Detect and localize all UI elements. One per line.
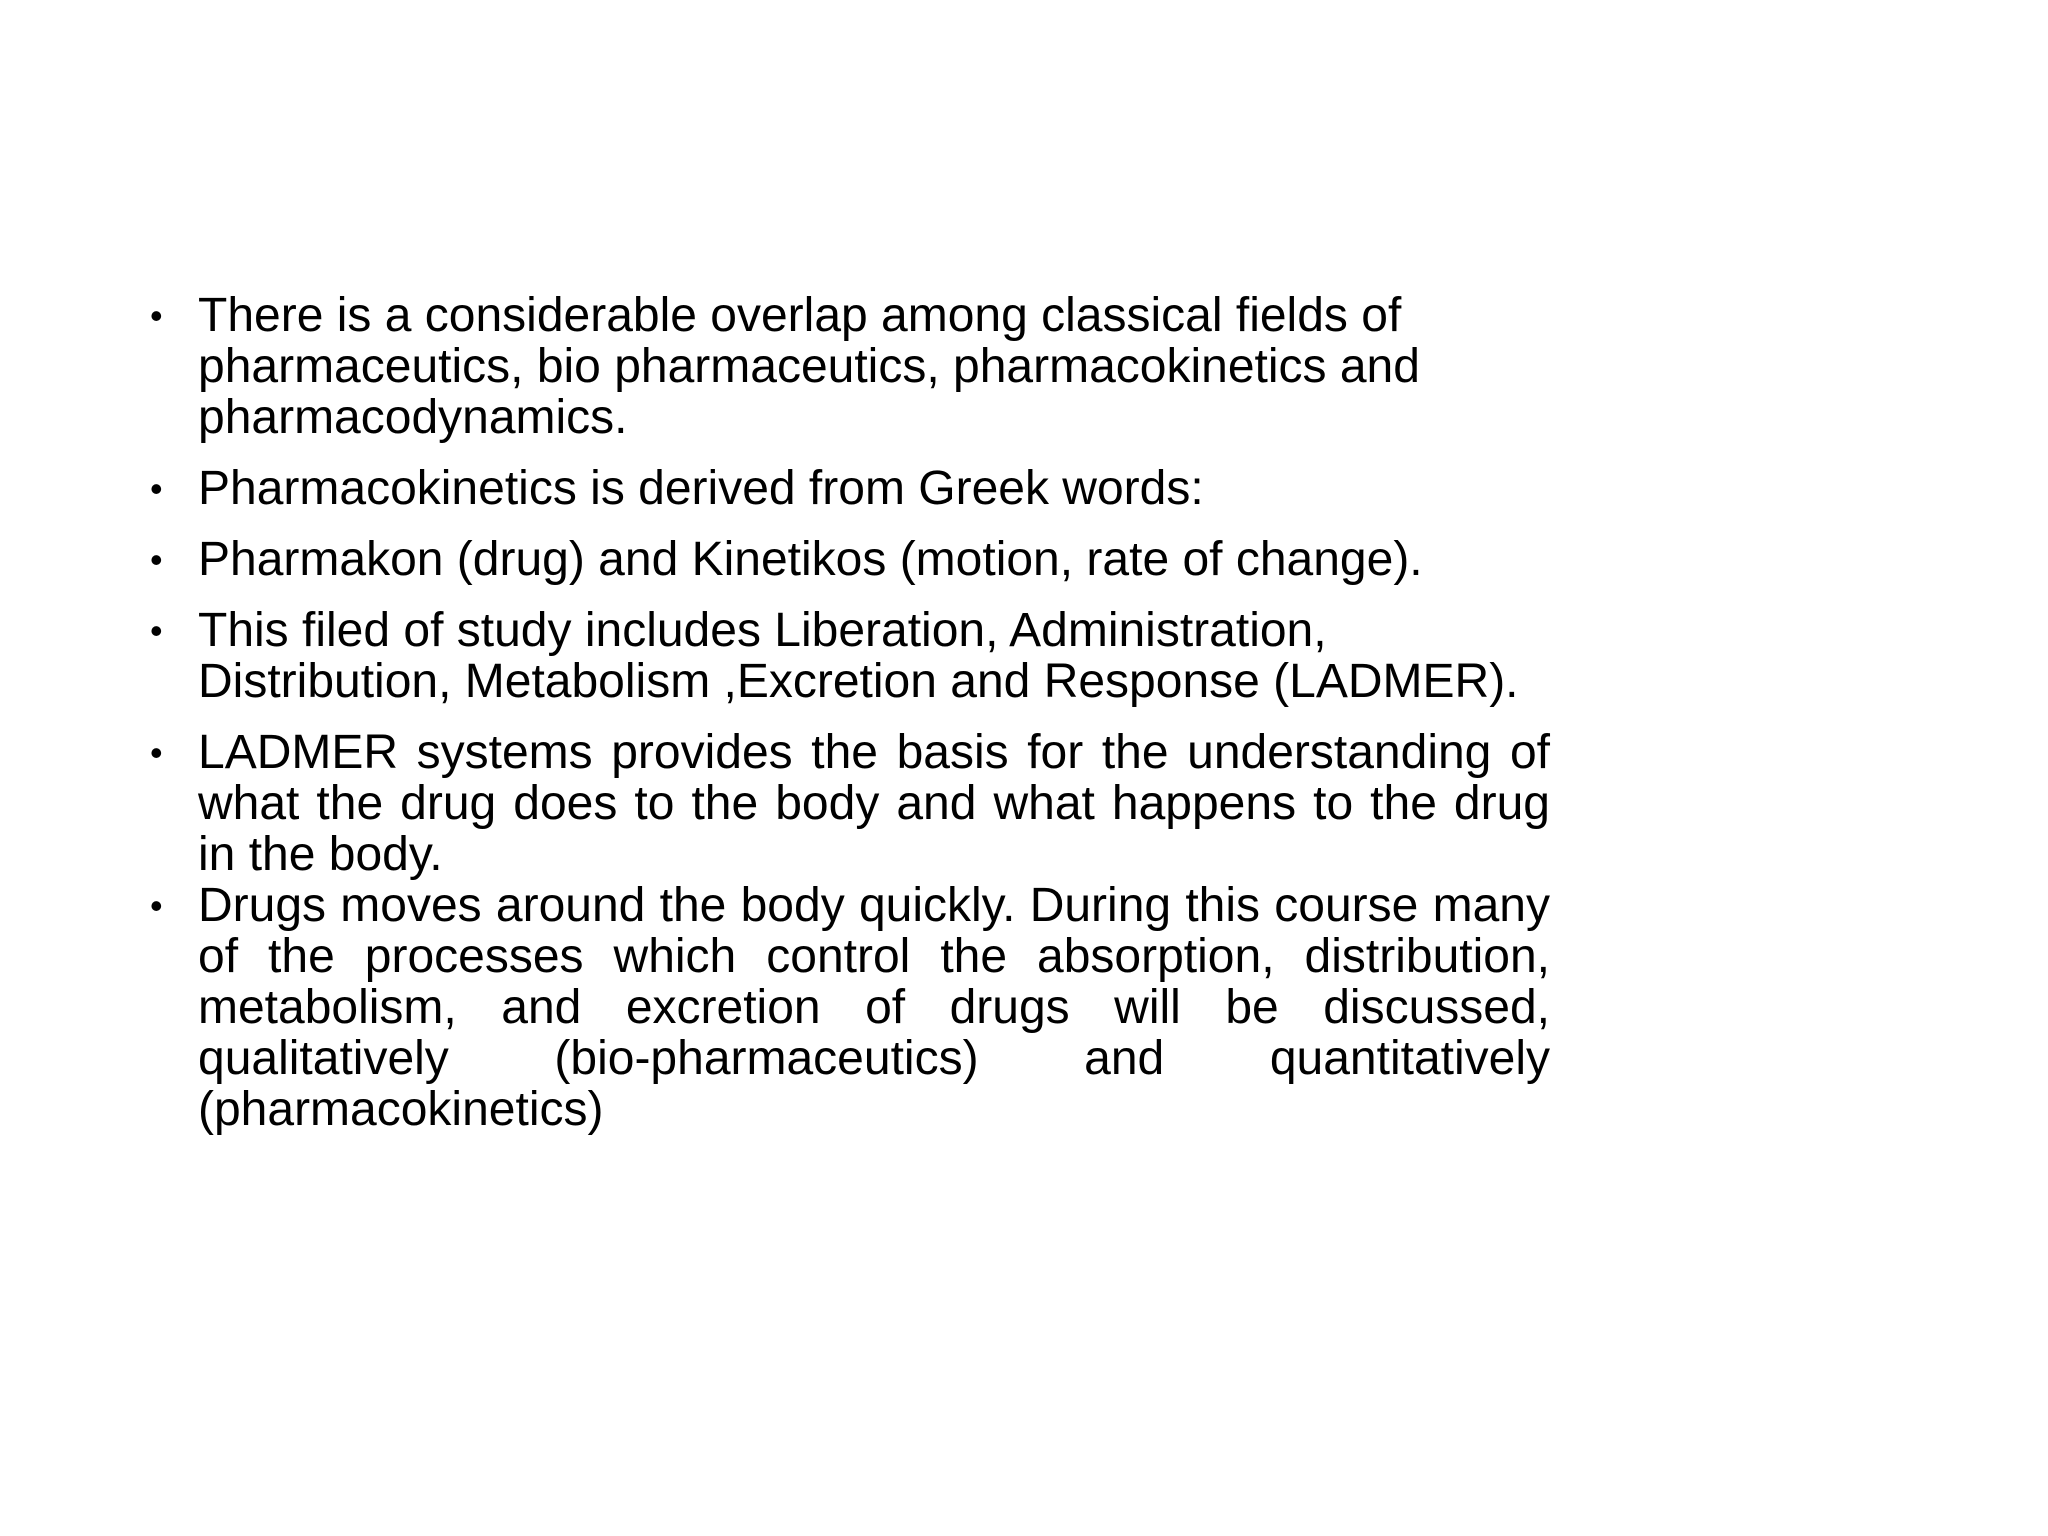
bullet-item xyxy=(150,727,1550,880)
bullet-text: LADMER systems provides the basis for the understanding of what the drug does to the body and what happens to the drug in the body. xyxy=(198,726,1550,881)
bullet-item xyxy=(150,880,1550,1135)
bullet-list xyxy=(150,290,1550,1155)
bullet-text: There is a considerable overlap among classical fields of pharmaceutics, bio pharmaceutics, pharmacokinetics and pharmacodynamics. xyxy=(198,289,1420,444)
bullet-dot: • xyxy=(150,885,163,926)
bullet-item xyxy=(150,605,1550,707)
bullet-text: Pharmakon (drug) and Kinetikos (motion, rate of change). xyxy=(198,533,1423,586)
bullet-dot: • xyxy=(150,295,163,336)
bullet-text: This filed of study includes Liberation, Administration, Distribution, Metabolism ,Excretion and Response (LADMER). xyxy=(198,604,1519,708)
bullet-item xyxy=(150,463,1550,514)
bullet-text: Pharmacokinetics is derived from Greek words: xyxy=(198,462,1204,515)
bullet-dot: • xyxy=(150,539,163,580)
bullet-item xyxy=(150,534,1550,585)
bullet-dot: • xyxy=(150,732,163,773)
bullet-dot: • xyxy=(150,610,163,651)
bullet-item xyxy=(150,290,1550,443)
bullet-text: Drugs moves around the body quickly. During this course many of the processes which control the absorption, distribution, metabolism, and excretion of drugs will be discussed, qualitatively (bio-pharmaceutics) and quantitatively (pharmacokinetics) xyxy=(198,879,1550,1136)
bullet-dot: • xyxy=(150,468,163,509)
